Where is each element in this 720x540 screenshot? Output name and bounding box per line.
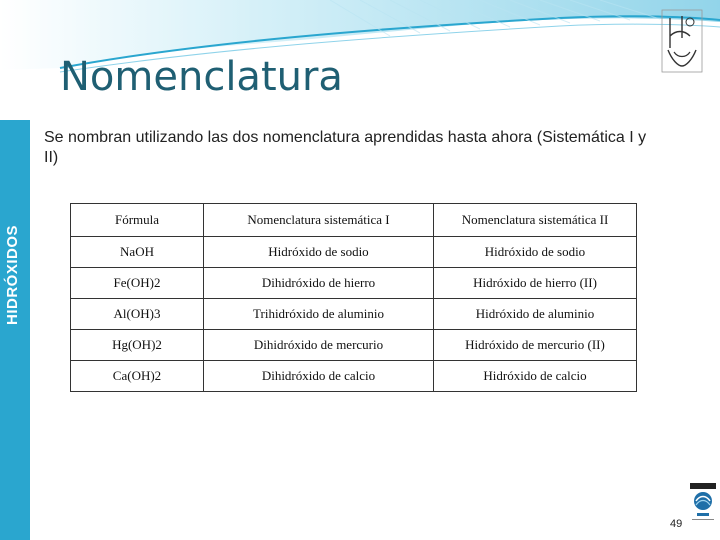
cell-formula: Fe(OH)2 [71, 268, 204, 299]
header-systematic-2: Nomenclatura sistemática II [434, 204, 637, 237]
page-number: 49 [670, 518, 683, 530]
cell-systematic-1: Dihidróxido de hierro [204, 268, 434, 299]
table-row [71, 361, 637, 392]
cell-systematic-2: Hidróxido de sodio [434, 237, 637, 268]
cell-formula: Hg(OH)2 [71, 330, 204, 361]
side-accent-bar [0, 120, 30, 540]
cell-formula: Ca(OH)2 [71, 361, 204, 392]
hydroxides-table [70, 203, 637, 392]
cell-systematic-1: Trihidróxido de aluminio [204, 299, 434, 330]
slide-title: Nomenclatura [60, 54, 343, 100]
cell-systematic-1: Hidróxido de sodio [204, 237, 434, 268]
table-row [71, 299, 637, 330]
cell-systematic-1: Dihidróxido de mercurio [204, 330, 434, 361]
table-row [71, 330, 637, 361]
cell-systematic-2: Hidróxido de aluminio [434, 299, 637, 330]
table-header-row [71, 204, 637, 237]
cell-formula: Al(OH)3 [71, 299, 204, 330]
cell-systematic-2: Hidróxido de mercurio (II) [434, 330, 637, 361]
table-row [71, 268, 637, 299]
cell-systematic-2: Hidróxido de hierro (II) [434, 268, 637, 299]
table-row [71, 237, 637, 268]
cell-formula: NaOH [71, 237, 204, 268]
slide-subtitle: Se nombran utilizando las dos nomenclatura aprendidas hasta ahora (Sistemática I y II) [44, 129, 647, 166]
school-badge-icon [688, 483, 718, 535]
header-formula: Fórmula [71, 204, 204, 237]
side-label: HIDRÓXIDOS [4, 224, 21, 325]
header-systematic-1: Nomenclatura sistemática I [204, 204, 434, 237]
cell-systematic-2: Hidróxido de calcio [434, 361, 637, 392]
school-logo-icon [660, 8, 704, 80]
cell-systematic-1: Dihidróxido de calcio [204, 361, 434, 392]
